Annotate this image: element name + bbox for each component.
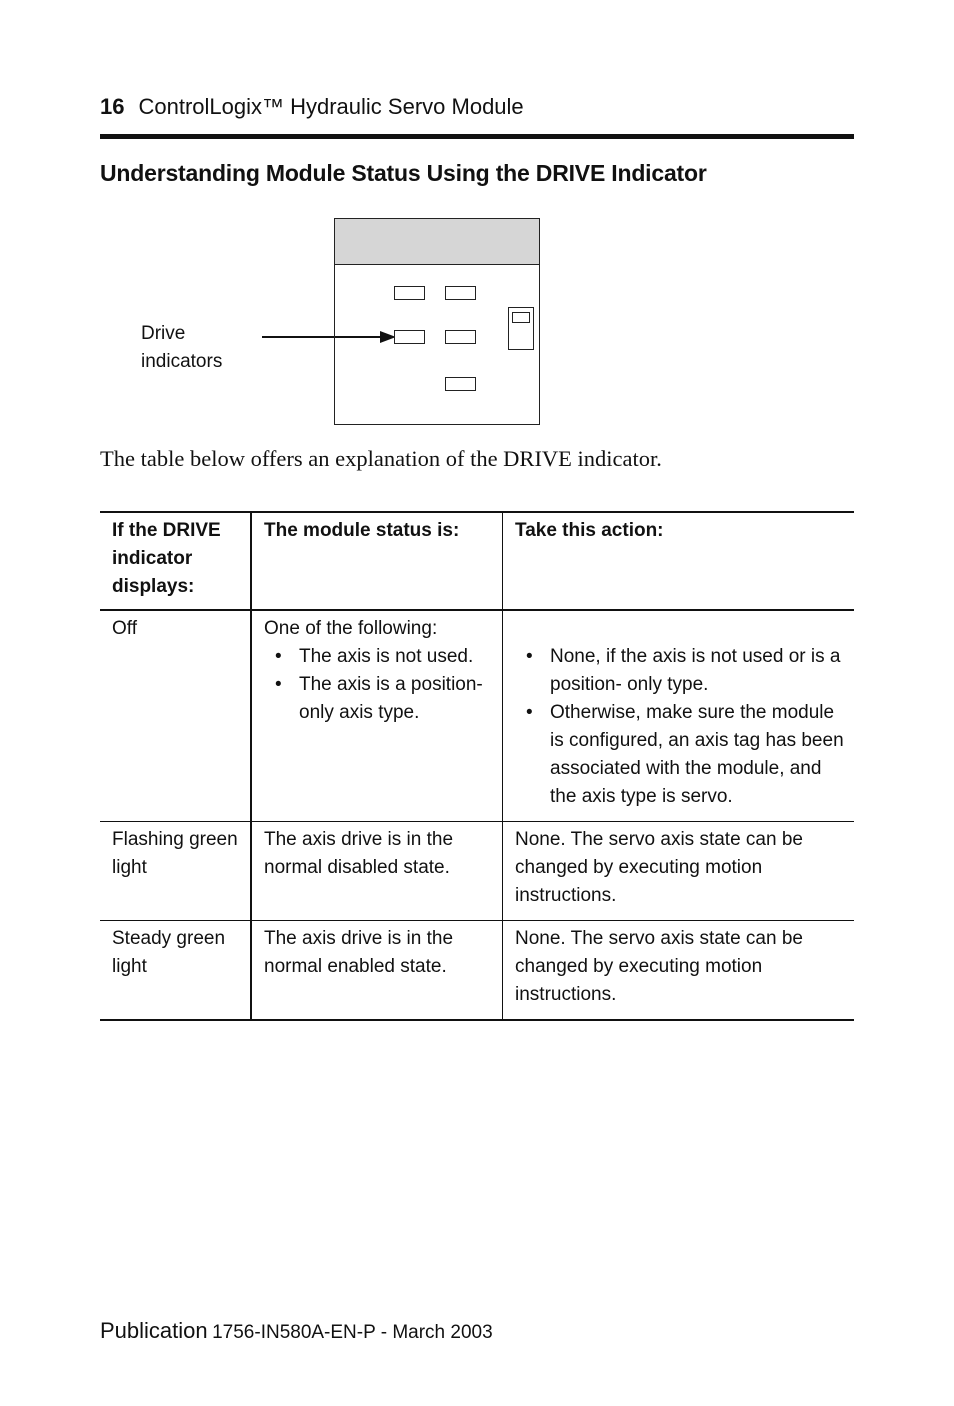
callout-line-1: Drive [141,323,186,344]
header-status: The module status is: [251,512,503,610]
section-heading: Understanding Module Status Using the DRIVE Indicator [100,160,707,186]
header-rule [100,134,854,139]
table-row [100,921,854,1021]
drive-indicator-table [100,511,854,1021]
cell-display: Steady green light [100,921,251,1021]
module-switch [508,307,534,350]
cell-action: None. The servo axis state can be changed by executing motion instructions. [515,829,803,906]
cell-status [251,610,503,822]
action-list [515,643,846,811]
list-item: • Otherwise, make sure the module is configured, an axis tag has been associated with the module, and the axis type is servo. [550,699,846,811]
cell-action [503,610,855,822]
cell-display: Off [100,610,251,822]
footer-label: Publication [100,1318,208,1343]
publication-number: 1756-IN580A-EN-P - March 2003 [212,1322,493,1343]
status-intro: One of the following: [264,618,438,639]
switch-knob [512,312,530,323]
header-action: Take this action: [515,520,664,541]
cell-display: Flashing green light [100,822,251,921]
cell-status: The axis drive is in the normal enabled state. [251,921,503,1021]
intro-text: The table below offers an explanation of the DRIVE indicator. [100,446,662,471]
cell-status: The axis drive is in the normal disabled state. [251,822,503,921]
list-item: • The axis is not used. [299,643,494,671]
module-top-band [335,219,539,265]
list-item: • The axis is a position-only axis type. [299,671,494,727]
table-row [100,610,854,822]
footer [100,1318,493,1344]
running-header [100,94,524,120]
status-led [394,286,425,300]
table-row [100,822,854,921]
cell-spacer [515,615,846,643]
running-title: ControlLogix™ Hydraulic Servo Module [138,94,524,119]
drive-indicators-callout [141,320,261,376]
page-number: 16 [100,94,125,119]
table-header-row [100,512,854,610]
status-list [264,643,494,727]
header-display: If the DRIVE indicator displays: [100,512,251,610]
status-led [445,286,476,300]
cell-action: None. The servo axis state can be changed by executing motion instructions. [515,928,803,1005]
drive-led [394,330,425,344]
ok-led [445,377,476,391]
drive-led [445,330,476,344]
list-item: • None, if the axis is not used or is a position- only type. [550,643,846,699]
callout-line-2: indicators [141,351,223,372]
module-front-diagram [334,218,540,425]
